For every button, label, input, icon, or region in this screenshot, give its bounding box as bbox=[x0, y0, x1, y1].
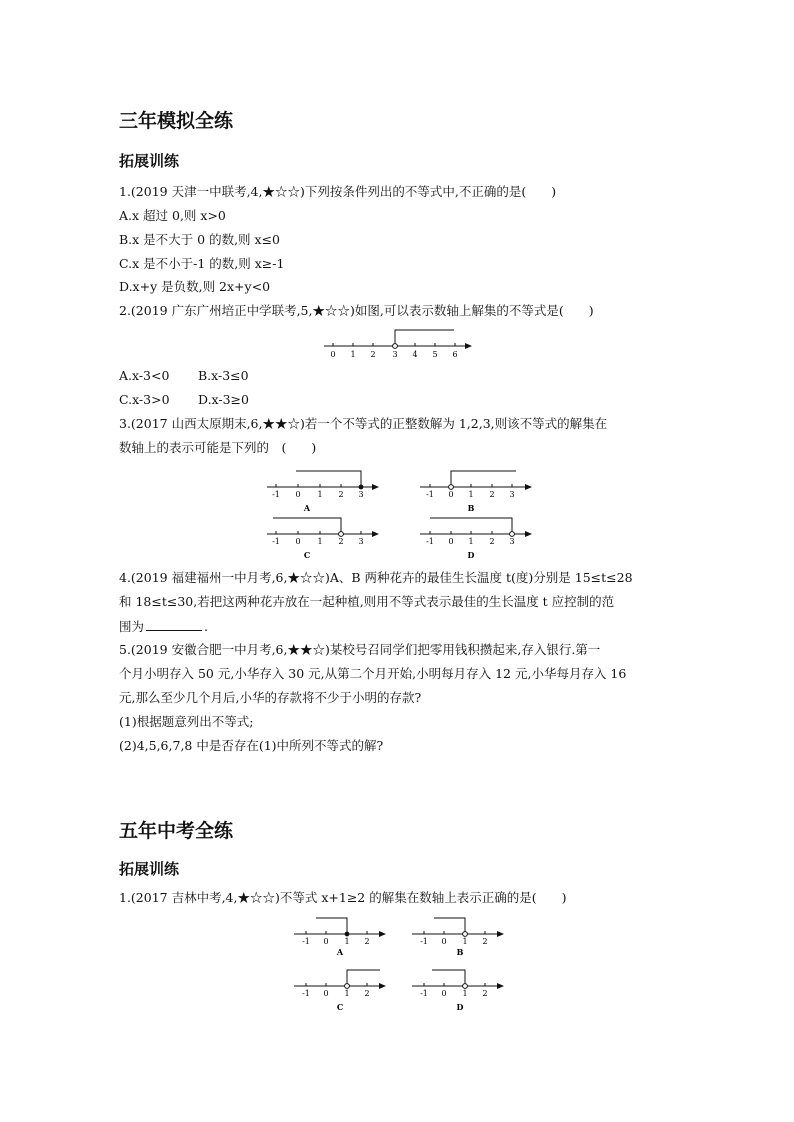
q5-part1: (1)根据题意列出不等式; bbox=[119, 714, 254, 729]
q3b-tick-label: 0 bbox=[448, 490, 454, 499]
s2a-tick-label: 1 bbox=[344, 937, 350, 946]
q4-line1: 4.(2019 福建福州一中月考,6,★☆☆)A、B 两种花卉的最佳生长温度 t(度)分别是 15≤t≤28 bbox=[119, 570, 633, 585]
s2d-tick-label: 1 bbox=[462, 989, 468, 998]
q3b-tick-label: 1 bbox=[468, 490, 474, 499]
q2-tick-label: 3 bbox=[392, 350, 398, 359]
s2-caption-a: A bbox=[336, 947, 344, 957]
q3a-tick-label: 1 bbox=[317, 490, 323, 499]
q2-tick-label: 4 bbox=[412, 350, 418, 359]
s2-number-line-b bbox=[410, 914, 506, 958]
q3-stem-line1: 3.(2017 山西太原期末,6,★★☆)若一个不等式的正整数解为 1,2,3,则该不等式的解集在 bbox=[119, 416, 608, 431]
s2-caption-c: C bbox=[336, 1002, 344, 1012]
q1-option-c: C.x 是不小于-1 的数,则 x≥-1 bbox=[119, 256, 285, 271]
q3b-tick-label: -1 bbox=[426, 490, 434, 499]
section-subtitle-1: 拓展训练 bbox=[119, 152, 180, 170]
q3d-tick-label: 3 bbox=[509, 537, 515, 546]
s2a-tick-label: 2 bbox=[364, 937, 370, 946]
q3a-tick-label: 0 bbox=[295, 490, 301, 499]
q1-option-d: D.x+y 是负数,则 2x+y<0 bbox=[119, 279, 271, 294]
q3a-tick-label: 3 bbox=[358, 490, 364, 499]
q3c-tick-label: -1 bbox=[272, 537, 280, 546]
q4-line3-suffix: . bbox=[204, 619, 208, 634]
q3a-tick-label: 2 bbox=[338, 490, 344, 499]
q3-number-line-a bbox=[265, 467, 380, 515]
q2-option-b: B.x-3≤0 bbox=[198, 368, 249, 383]
s2c-tick-label: 0 bbox=[323, 989, 329, 998]
q2-tick-label: 5 bbox=[432, 350, 438, 359]
s2d-tick-label: 0 bbox=[441, 989, 447, 998]
s2d-tick-label: 2 bbox=[482, 989, 488, 998]
s2d-tick-label: -1 bbox=[420, 989, 428, 998]
s2c-tick-label: -1 bbox=[302, 989, 310, 998]
q3-number-line-c bbox=[265, 514, 380, 562]
q3a-tick-label: -1 bbox=[272, 490, 280, 499]
q3b-tick-label: 2 bbox=[489, 490, 495, 499]
s2a-tick-label: 0 bbox=[323, 937, 329, 946]
q2-tick-label: 1 bbox=[350, 350, 356, 359]
q4-line3-prefix: 围为 bbox=[119, 619, 145, 634]
q5-line1: 5.(2019 安徽合肥一中月考,6,★★☆)某校号召同学们把零用钱积攒起来,存入银行.第一 bbox=[119, 642, 601, 657]
s2-number-line-a bbox=[292, 914, 388, 958]
q2-option-c: C.x-3>0 bbox=[119, 392, 170, 407]
q3-number-line-b bbox=[418, 467, 533, 515]
q3d-tick-label: 0 bbox=[448, 537, 454, 546]
s2c-tick-label: 1 bbox=[344, 989, 350, 998]
s2b-tick-label: 2 bbox=[482, 937, 488, 946]
section-title-2: 五年中考全练 bbox=[119, 820, 234, 842]
s2-caption-b: B bbox=[456, 947, 464, 957]
q2-option-d: D.x-3≥0 bbox=[198, 392, 249, 407]
q2-number-line bbox=[320, 326, 475, 360]
q2-tick-label: 0 bbox=[330, 350, 336, 359]
q4-line2: 和 18≤t≤30,若把这两种花卉放在一起种植,则用不等式表示最佳的生长温度 t 应控制的范 bbox=[119, 594, 615, 609]
q3c-tick-label: 2 bbox=[338, 537, 344, 546]
q3-caption-d: D bbox=[467, 550, 475, 560]
q3d-tick-label: 1 bbox=[468, 537, 474, 546]
q2-tick-label: 6 bbox=[452, 350, 458, 359]
q5-line3: 元,那么至少几个月后,小华的存款将不少于小明的存款? bbox=[119, 690, 422, 705]
q2-stem: 2.(2019 广东广州培正中学联考,5,★☆☆)如图,可以表示数轴上解集的不等式是( ) bbox=[119, 303, 594, 318]
q2-option-a: A.x-3<0 bbox=[119, 368, 170, 383]
section-subtitle-2: 拓展训练 bbox=[119, 860, 180, 878]
section-title-1: 三年模拟全练 bbox=[119, 110, 234, 132]
q3c-tick-label: 1 bbox=[317, 537, 323, 546]
s2-caption-d: D bbox=[456, 1002, 464, 1012]
s2b-tick-label: 1 bbox=[462, 937, 468, 946]
q3d-tick-label: 2 bbox=[489, 537, 495, 546]
q5-part2: (2)4,5,6,7,8 中是否存在(1)中所列不等式的解? bbox=[119, 738, 384, 753]
q1-option-b: B.x 是不大于 0 的数,则 x≤0 bbox=[119, 232, 281, 247]
s2-number-line-d bbox=[410, 964, 506, 1014]
q2-tick-label: 2 bbox=[370, 350, 376, 359]
q4-line3 bbox=[119, 618, 208, 635]
q3c-tick-label: 3 bbox=[358, 537, 364, 546]
s2c-tick-label: 2 bbox=[364, 989, 370, 998]
q3d-tick-label: -1 bbox=[426, 537, 434, 546]
q5-line2: 个月小明存入 50 元,小华存入 30 元,从第二个月开始,小明每月存入 12 元,小华每月存入 16 bbox=[119, 666, 627, 681]
q3-caption-b: B bbox=[467, 503, 475, 513]
q3-caption-a: A bbox=[303, 503, 311, 513]
q1-stem: 1.(2019 天津一中联考,4,★☆☆)下列按条件列出的不等式中,不正确的是( ) bbox=[119, 184, 557, 199]
s2b-tick-label: 0 bbox=[441, 937, 447, 946]
s2-number-line-c bbox=[292, 964, 388, 1014]
s2-q1-stem: 1.(2017 吉林中考,4,★☆☆)不等式 x+1≥2 的解集在数轴上表示正确的是( ) bbox=[119, 890, 567, 905]
q3-caption-c: C bbox=[303, 550, 311, 560]
q3c-tick-label: 0 bbox=[295, 537, 301, 546]
q3-stem-line2: 数轴上的表示可能是下列的 ( ) bbox=[119, 440, 317, 455]
q1-option-a: A.x 超过 0,则 x>0 bbox=[119, 208, 226, 223]
q3b-tick-label: 3 bbox=[509, 490, 515, 499]
q4-answer-blank[interactable] bbox=[146, 618, 202, 631]
s2a-tick-label: -1 bbox=[302, 937, 310, 946]
s2b-tick-label: -1 bbox=[420, 937, 428, 946]
q3-number-line-d bbox=[418, 514, 533, 562]
